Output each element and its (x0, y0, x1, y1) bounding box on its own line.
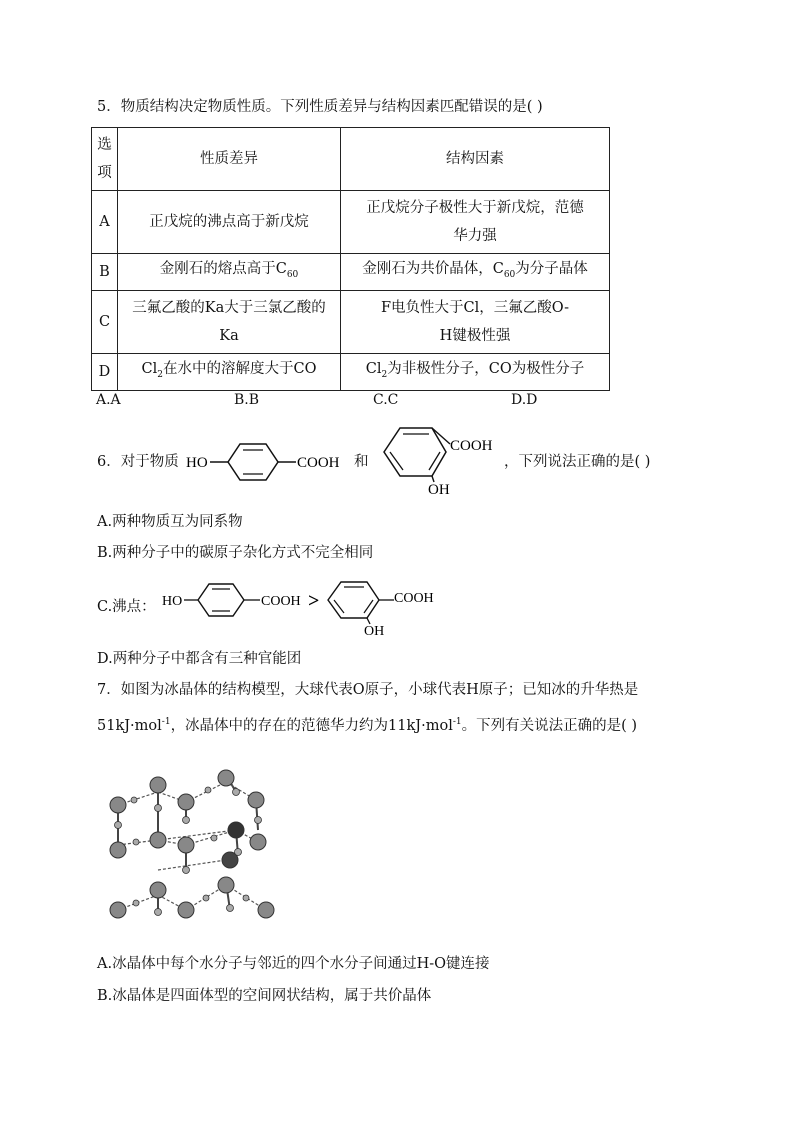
row-reason (341, 353, 610, 390)
subscript: 2 (157, 369, 163, 380)
header-reason: 结构因素 (341, 128, 610, 191)
q6-option-d: D.两种分子中都含有三种官能团 (97, 651, 302, 667)
row-diff: 正戊烷的沸点高于新戊烷 (118, 191, 341, 254)
enthalpy-value: 51kJ·mol (97, 717, 162, 734)
row-diff (118, 353, 341, 390)
row-diff (118, 254, 341, 291)
subscript: 60 (286, 269, 299, 280)
oh-label: OH (428, 482, 450, 496)
ho-label: HO (186, 455, 208, 471)
molecule-salicylic-acid (372, 424, 507, 496)
header-option-char-2: 项 (97, 165, 112, 181)
diff-text: Cl (141, 360, 158, 377)
q7-stem-line-1: 7．如图为冰晶体的结构模型，大球代表O原子，小球代表H原子；已知冰的升华热是 (97, 682, 639, 698)
reason-line-1: F电负性大于Cl，三氟乙酸O- (380, 299, 570, 316)
header-option (92, 128, 118, 191)
subscript: 60 (503, 269, 516, 280)
q5-table (91, 127, 610, 391)
cooh-label: COOH (297, 455, 340, 471)
stem-end: 。下列有关说法正确的是( ) (461, 717, 638, 734)
boiling-point-comparison (158, 576, 438, 638)
row-option: D (92, 353, 118, 390)
header-option-char-1: 选 (97, 137, 112, 153)
double-bond (429, 452, 440, 470)
table-row (92, 191, 610, 254)
row-diff (118, 290, 341, 353)
header-diff: 性质差异 (118, 128, 341, 191)
oh-label: OH (364, 624, 385, 638)
diff-text-post: 在水中的溶解度大于CO (162, 360, 317, 377)
ho-label: HO (162, 594, 183, 609)
q6-option-a: A.两种物质互为同系物 (97, 514, 243, 530)
row-option: C (92, 290, 118, 353)
reason-line-2: 华力强 (453, 228, 497, 244)
superscript: -1 (161, 717, 171, 727)
q6-stem-suffix: ，下列说法正确的是( ) (504, 454, 651, 470)
q7-stem-line-2 (97, 712, 637, 736)
reason-text: Cl (365, 360, 382, 377)
row-reason (341, 254, 610, 291)
stem-mid: ，冰晶体中的存在的范德华力约为11kJ·mol (170, 717, 453, 734)
q5-stem: 5．物质结构决定物质性质。下列性质差异与结构因素匹配错误的是( ) (97, 99, 543, 115)
row-option: A (92, 191, 118, 254)
table-row (92, 290, 610, 353)
diff-line-2: Ka (219, 327, 239, 344)
q6-stem-prefix: 6．对于物质 (97, 454, 179, 470)
double-bond (390, 452, 403, 470)
q5-option-c: C.C (373, 392, 399, 408)
benzene-ring (384, 428, 446, 476)
reason-text: 金刚石为共价晶体，C (362, 261, 504, 277)
cooh-label: COOH (394, 591, 434, 606)
q6-option-c-prefix: C.沸点： (97, 599, 156, 615)
greater-than-sign: > (308, 590, 320, 612)
row-reason (341, 290, 610, 353)
reason-text-post: 为非极性分子，CO为极性分子 (387, 360, 585, 377)
superscript: -1 (452, 717, 462, 727)
molecule-para-hydroxybenzoic-acid (186, 440, 356, 486)
q5-option-d: D.D (511, 392, 538, 408)
q6-option-b: B.两种分子中的碳原子杂化方式不完全相同 (97, 545, 374, 561)
reason-line-1: 正戊烷分子极性大于新戊烷，范德 (366, 200, 584, 216)
q7-option-a: A.冰晶体中每个水分子与邻近的四个水分子间通过H-O键连接 (97, 956, 490, 972)
table-row (92, 353, 610, 390)
bond (432, 428, 450, 444)
table-header-row (92, 128, 610, 191)
row-reason (341, 191, 610, 254)
subscript: 2 (381, 369, 388, 380)
q5-option-b: B.B (234, 392, 260, 408)
reason-line-2: H键极性强 (439, 327, 511, 344)
row-option: B (92, 254, 118, 291)
table-row (92, 254, 610, 291)
q6-conjunction: 和 (354, 454, 369, 470)
cooh-label: COOH (261, 594, 301, 609)
diff-line-1: 三氟乙酸的Ka大于三氯乙酸的 (132, 299, 326, 316)
reason-text-post: 为分子晶体 (515, 261, 588, 277)
ice-crystal-structure-model (96, 760, 286, 935)
diff-text: 金刚石的熔点高于C (159, 261, 287, 277)
q7-option-b: B.冰晶体是四面体型的空间网状结构，属于共价晶体 (97, 988, 432, 1004)
q5-option-a: A.A (96, 392, 121, 408)
cooh-label: COOH (450, 438, 493, 454)
